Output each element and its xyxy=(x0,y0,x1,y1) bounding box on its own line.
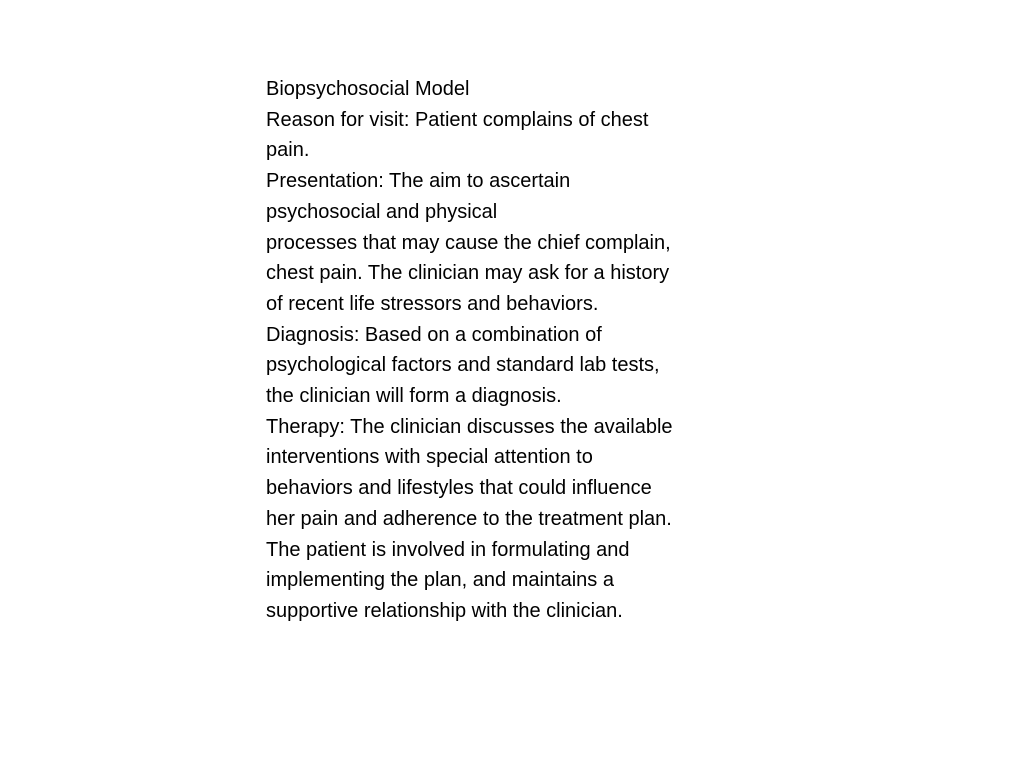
text-line: Reason for visit: Patient complains of chest xyxy=(266,108,649,131)
text-line: of recent life stressors and behaviors. xyxy=(266,292,599,315)
slide-text-box xyxy=(266,74,766,627)
text-line: Presentation: The aim to ascertain xyxy=(266,170,571,193)
slide-title: Biopsychosocial Model xyxy=(266,78,470,100)
text-line: processes that may cause the chief complain, xyxy=(266,231,671,254)
text-line: her pain and adherence to the treatment plan. xyxy=(266,507,672,530)
text-line: interventions with special attention to xyxy=(266,446,593,469)
text-line: pain. xyxy=(266,139,310,162)
text-line: implementing the plan, and maintains a xyxy=(266,569,614,592)
text-line: chest pain. The clinician may ask for a history xyxy=(266,262,670,285)
text-line: behaviors and lifestyles that could influence xyxy=(266,477,652,500)
text-line: Diagnosis: Based on a combination of xyxy=(266,323,602,346)
text-line: psychosocial and physical xyxy=(266,200,498,223)
text-line: The patient is involved in formulating and xyxy=(266,538,630,561)
text-line: psychological factors and standard lab tests, xyxy=(266,354,660,377)
text-line: supportive relationship with the clinician. xyxy=(266,599,623,622)
text-line: Therapy: The clinician discusses the available xyxy=(266,415,673,438)
text-line: the clinician will form a diagnosis. xyxy=(266,385,562,408)
